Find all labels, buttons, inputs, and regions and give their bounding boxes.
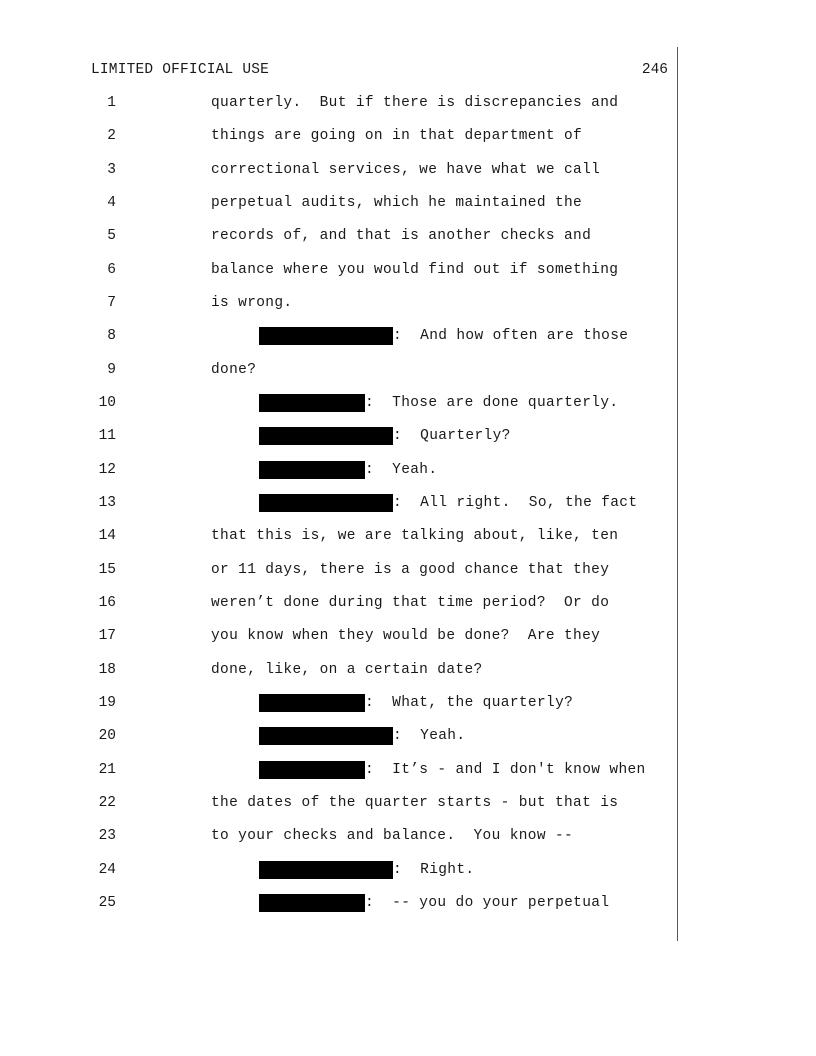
line-number: 3 [107, 162, 116, 178]
transcript-line [0, 558, 816, 582]
speech-text: : -- you do your perpetual [365, 895, 610, 911]
redacted-speaker-name [259, 427, 393, 445]
transcript-line [0, 124, 816, 148]
line-text: the dates of the quarter starts - but that is [211, 795, 619, 811]
line-number: 12 [98, 462, 116, 478]
transcript-line [0, 658, 816, 682]
line-number: 10 [98, 395, 116, 411]
transcript-line [0, 891, 816, 915]
line-number: 16 [98, 595, 116, 611]
transcript-line [0, 591, 816, 615]
transcript-line [0, 224, 816, 248]
transcript-line [0, 824, 816, 848]
transcript-line [0, 691, 816, 715]
redacted-speaker-name [259, 694, 365, 712]
transcript-line [0, 158, 816, 182]
line-text: is wrong. [211, 295, 293, 311]
redacted-speaker-name [259, 494, 393, 512]
transcript-line [0, 91, 816, 115]
line-number: 24 [98, 862, 116, 878]
redacted-speaker-name [259, 327, 393, 345]
line-number: 11 [98, 428, 116, 444]
speaker-turn [259, 858, 474, 882]
speech-text: : Yeah. [365, 462, 438, 478]
line-text: that this is, we are talking about, like, ten [211, 528, 619, 544]
redacted-speaker-name [259, 894, 365, 912]
classification-header: LIMITED OFFICIAL USE [91, 62, 270, 78]
line-number: 5 [107, 228, 116, 244]
line-text: balance where you would find out if something [211, 262, 619, 278]
speaker-turn [259, 891, 609, 915]
speech-text: : It’s - and I don't know when [365, 762, 646, 778]
redacted-speaker-name [259, 461, 365, 479]
transcript-line [0, 624, 816, 648]
transcript-line [0, 191, 816, 215]
speech-text: : And how often are those [393, 328, 629, 344]
speech-text: : Quarterly? [393, 428, 511, 444]
speaker-turn [259, 424, 511, 448]
line-text: to your checks and balance. You know -- [211, 828, 574, 844]
line-text: quarterly. But if there is discrepancies and [211, 95, 619, 111]
line-number: 15 [98, 562, 116, 578]
speech-text: : Those are done quarterly. [365, 395, 619, 411]
line-number: 13 [98, 495, 116, 511]
line-text: done? [211, 362, 257, 378]
line-text: done, like, on a certain date? [211, 662, 483, 678]
speaker-turn [259, 324, 628, 348]
speech-text: : Right. [393, 862, 475, 878]
line-number: 17 [98, 628, 116, 644]
line-number: 23 [98, 828, 116, 844]
speech-text: : What, the quarterly? [365, 695, 574, 711]
line-number: 6 [107, 262, 116, 278]
speaker-turn [259, 491, 637, 515]
line-number: 7 [107, 295, 116, 311]
transcript-line [0, 358, 816, 382]
line-text: weren’t done during that time period? Or do [211, 595, 610, 611]
redacted-speaker-name [259, 761, 365, 779]
transcript-line [0, 291, 816, 315]
speech-text: : All right. So, the fact [393, 495, 638, 511]
transcript-line [0, 391, 816, 415]
transcript-line [0, 424, 816, 448]
line-number: 8 [107, 328, 116, 344]
redacted-speaker-name [259, 394, 365, 412]
transcript-line [0, 858, 816, 882]
line-text: you know when they would be done? Are they [211, 628, 601, 644]
speaker-turn [259, 458, 437, 482]
line-text: perpetual audits, which he maintained the [211, 195, 583, 211]
transcript-line [0, 258, 816, 282]
transcript-line [0, 491, 816, 515]
line-text: things are going on in that department of [211, 128, 583, 144]
transcript-line [0, 758, 816, 782]
line-text: or 11 days, there is a good chance that they [211, 562, 610, 578]
line-text: records of, and that is another checks and [211, 228, 592, 244]
transcript-line [0, 458, 816, 482]
line-number: 20 [98, 728, 116, 744]
line-number: 22 [98, 795, 116, 811]
speaker-turn [259, 724, 465, 748]
line-text: correctional services, we have what we call [211, 162, 601, 178]
speech-text: : Yeah. [393, 728, 466, 744]
line-number: 25 [98, 895, 116, 911]
redacted-speaker-name [259, 727, 393, 745]
line-number: 21 [98, 762, 116, 778]
speaker-turn [259, 691, 573, 715]
line-number: 4 [107, 195, 116, 211]
line-number: 2 [107, 128, 116, 144]
transcript-line [0, 324, 816, 348]
redacted-speaker-name [259, 861, 393, 879]
transcript-line [0, 791, 816, 815]
line-number: 18 [98, 662, 116, 678]
line-number: 9 [107, 362, 116, 378]
page-number: 246 [641, 62, 668, 78]
speaker-turn [259, 758, 646, 782]
line-number: 1 [107, 95, 116, 111]
transcript-line [0, 724, 816, 748]
transcript-line [0, 524, 816, 548]
line-number: 19 [98, 695, 116, 711]
speaker-turn [259, 391, 618, 415]
line-number: 14 [98, 528, 116, 544]
